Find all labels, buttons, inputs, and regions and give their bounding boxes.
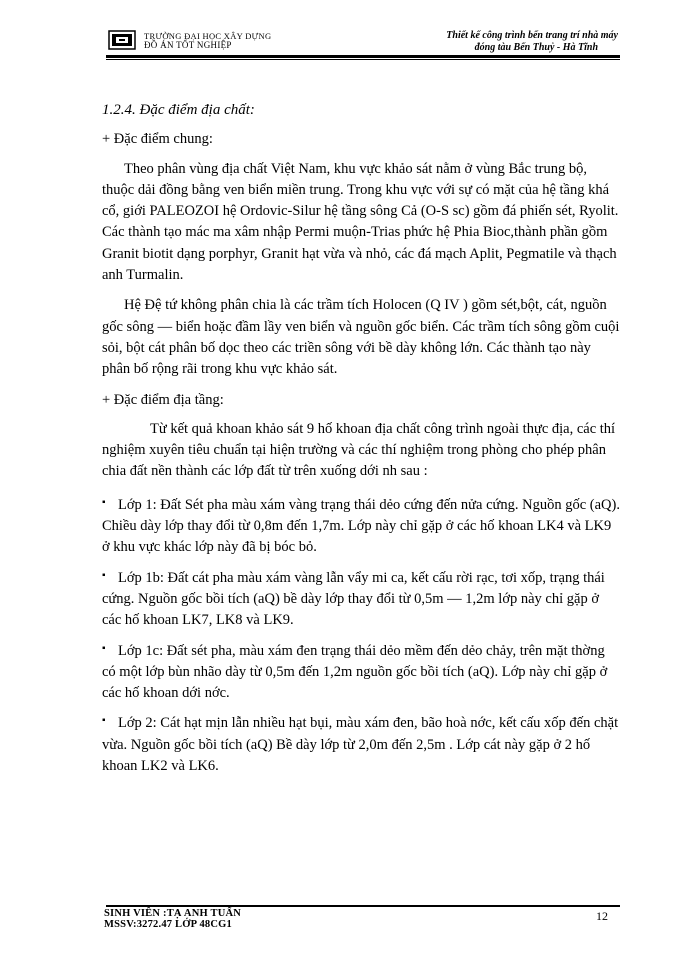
general-heading: + Đặc điểm chung: bbox=[102, 131, 213, 148]
bullet-icon: ▪ bbox=[102, 642, 106, 654]
document-body bbox=[102, 100, 620, 783]
bullet-icon: ▪ bbox=[102, 496, 106, 508]
section-title: 1.2.4. Đặc điểm địa chất: bbox=[102, 102, 255, 118]
layer-text: Lớp 1: Đất Sét pha màu xám vàng trạng thái dẻo cứng đến nửa cứng. Nguồn gốc (aQ). Chiều dày lớp thay đổi từ 0,8m đến 1,7m. Lớp này chỉ gặp ở các hố khoan LK4 và LK9 ở khu vực khác lớp này đã bị bóc bỏ. bbox=[102, 496, 620, 556]
page-header bbox=[108, 30, 618, 54]
footer-rule bbox=[106, 905, 620, 907]
header-rule bbox=[106, 55, 620, 58]
student-name: SINH VIÊN :TẠ ANH TUẤN bbox=[104, 908, 242, 919]
project-title-line1: Thiết kế công trình bến trang trí nhà máy bbox=[446, 30, 618, 41]
page-number: 12 bbox=[596, 909, 608, 923]
paragraph-2: Hệ Đệ tứ không phân chia là các trầm tích Holocen (Q IV ) gồm sét,bột, cát, nguồn gốc sông — biển hoặc đầm lầy ven biển và nguồn gốc biển. Các trầm tích sông gồm cuội sỏi, bột cát phân bố dọc theo các triền sông với bề dày không lớn. Các thành tạo này phân bố rộng rãi trong khu vực khảo sát. bbox=[102, 297, 620, 378]
bullet-icon: ▪ bbox=[102, 569, 106, 581]
bullet-icon: ▪ bbox=[102, 715, 106, 727]
paragraph-1: Theo phân vùng địa chất Việt Nam, khu vực khảo sát nằm ở vùng Bắc trung bộ, thuộc dải đồng bằng ven biển miền trung. Trong khu vực với sự có mặt của hệ tầng khá cổ, giới PALEOZOI hệ Ordovic-Silur hệ tầng sông Cả (O-S sc) gồm đá phiến sét, Ryolit. Các thành tạo mác ma xâm nhập Permi muộn-Trias phức hệ Phia Bioc,thành phần gồm Granit biotit dạng porphyr, Granit hạt vừa và nhỏ, các đá mạch Aplit, Pegmatile và thạch anh Turmalin. bbox=[102, 160, 619, 284]
layer-text: Lớp 1c: Đất sét pha, màu xám đen trạng thái dẻo mềm đến dẻo chảy, trên mặt thờng có một lớp bùn nhão dày từ 0,5m đến 1,2m nguồn gốc bồi tích (aQ). Lớp này chỉ gặp ở các hố khoan dới nớc. bbox=[102, 642, 608, 702]
layer-item bbox=[102, 710, 620, 777]
project-type: ĐỒ ÁN TỐT NGHIỆP bbox=[144, 40, 232, 50]
layer-item bbox=[102, 492, 620, 559]
paragraph-3: Từ kết quả khoan khảo sát 9 hố khoan địa chất công trình ngoài thực địa, các thí nghiệm xuyên tiêu chuẩn tại hiện trường và các thí nghiệm trong phòng cho phép phân chia đất nền thành các lớp đất từ trên xuống dới nh sau : bbox=[102, 420, 616, 480]
layer-text: Lớp 1b: Đất cát pha màu xám vàng lẫn vẩy mi ca, kết cấu rời rạc, tơi xốp, trạng thái cứng. Nguồn gốc bồi tích (aQ) bề dày lớp thay đổi từ 0,5m — 1,2m lớp này chỉ gặp ở các hố khoan LK7, LK8 và LK9. bbox=[102, 569, 605, 629]
layer-item bbox=[102, 638, 620, 705]
student-id-class: MSSV:3272.47 LỚP 48CG1 bbox=[104, 919, 232, 930]
project-title-line2: đóng tàu Bến Thuỷ - Hà Tĩnh bbox=[474, 42, 598, 53]
layer-text: Lớp 2: Cát hạt mịn lẫn nhiều hạt bụi, màu xám đen, bão hoà nớc, kết cấu xốp đến chặt vừa. Nguồn gốc bồi tích (aQ) Bề dày lớp từ 2,0m đến 2,5m . Lớp cát này gặp ở 2 hố khoan LK2 và LK6. bbox=[102, 715, 619, 775]
header-rule-thin bbox=[106, 59, 620, 60]
layer-item bbox=[102, 565, 620, 632]
stratigraphy-heading: + Đặc điểm địa tầng: bbox=[102, 391, 224, 408]
school-logo-icon bbox=[108, 30, 136, 50]
school-name: TRƯỜNG ĐẠI HỌC XÂY DỰNG bbox=[144, 31, 272, 41]
page-footer bbox=[104, 908, 241, 930]
